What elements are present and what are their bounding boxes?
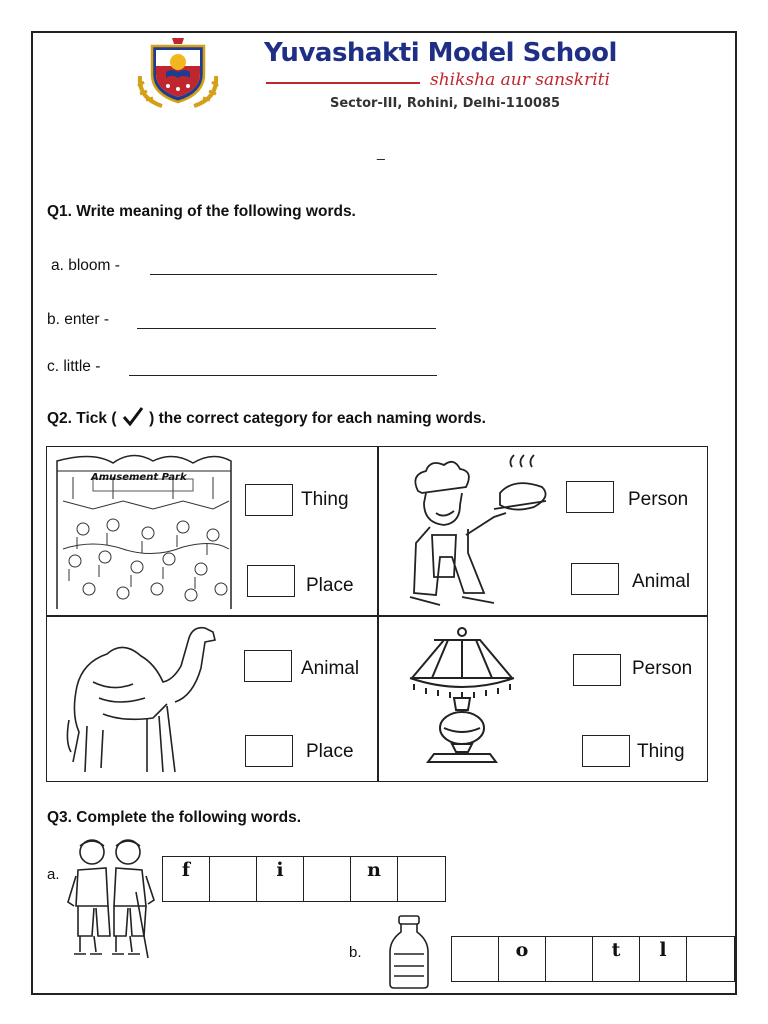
q3-letter-grid xyxy=(162,856,446,902)
letter-cell[interactable]: f xyxy=(163,857,210,901)
letter-cell[interactable]: n xyxy=(351,857,398,901)
letter-cell[interactable]: o xyxy=(499,937,546,981)
q2-cell-amusement-park xyxy=(47,447,377,615)
option-label: Place xyxy=(306,741,354,762)
amusement-park-caption: Amusement Park xyxy=(91,472,187,483)
school-name: Yuvashakti Model School xyxy=(264,38,617,68)
chef-icon xyxy=(396,453,556,611)
letter-cell[interactable] xyxy=(452,937,499,981)
name-blank: _ xyxy=(377,144,385,160)
checkbox[interactable] xyxy=(582,735,630,767)
checkbox[interactable] xyxy=(566,481,614,513)
camel-icon xyxy=(63,622,231,778)
checkbox[interactable] xyxy=(571,563,619,595)
checkbox[interactable] xyxy=(244,650,292,682)
tick-mark-icon xyxy=(121,405,145,427)
letter-cell[interactable] xyxy=(546,937,593,981)
letter-cell[interactable] xyxy=(304,857,351,901)
option-label: Place xyxy=(306,575,354,596)
q2-heading-start: Q2. Tick ( xyxy=(47,410,117,427)
checkbox[interactable] xyxy=(573,654,621,686)
motto-divider xyxy=(266,82,420,84)
q1-answer-line[interactable] xyxy=(129,375,437,376)
letter-cell[interactable]: i xyxy=(257,857,304,901)
option-label: Thing xyxy=(301,489,349,510)
q2-cell-camel xyxy=(47,616,377,782)
letter-cell[interactable] xyxy=(210,857,257,901)
option-label: Person xyxy=(632,658,693,679)
q1-answer-line[interactable] xyxy=(150,274,437,275)
letter-cell[interactable]: l xyxy=(640,937,687,981)
bottle-icon xyxy=(386,914,432,990)
q3-heading: Q3. Complete the following words. xyxy=(47,809,302,826)
q2-cell-lamp xyxy=(378,616,708,782)
option-label: Thing xyxy=(637,741,685,762)
checkbox[interactable] xyxy=(245,735,293,767)
friends-icon xyxy=(66,836,156,960)
q3-item-label: a. xyxy=(47,866,60,883)
q1-word-label: c. little - xyxy=(47,358,101,375)
q1-answer-line[interactable] xyxy=(137,328,436,329)
school-motto: shiksha aur sanskriti xyxy=(430,70,610,90)
option-label: Animal xyxy=(632,571,691,592)
option-label: Animal xyxy=(301,658,360,679)
checkbox[interactable] xyxy=(247,565,295,597)
option-label: Person xyxy=(628,489,689,510)
letter-cell[interactable]: t xyxy=(593,937,640,981)
school-logo-icon xyxy=(132,36,224,108)
school-address: Sector-III, Rohini, Delhi-110085 xyxy=(330,96,561,111)
letter-cell[interactable] xyxy=(687,937,734,981)
q1-word-label: b. enter - xyxy=(47,311,110,328)
q3-letter-grid xyxy=(451,936,735,982)
q2-grid xyxy=(46,446,708,782)
q3-item-label: b. xyxy=(349,944,362,961)
q1-word-label: a. bloom - xyxy=(51,257,120,274)
letter-cell[interactable] xyxy=(398,857,445,901)
q2-heading xyxy=(47,405,486,428)
q1-heading: Q1. Write meaning of the following words. xyxy=(47,203,356,220)
q2-heading-end: ) the correct category for each naming words. xyxy=(149,410,486,427)
q2-cell-chef xyxy=(378,447,708,615)
checkbox[interactable] xyxy=(245,484,293,516)
lamp-icon xyxy=(404,626,522,766)
